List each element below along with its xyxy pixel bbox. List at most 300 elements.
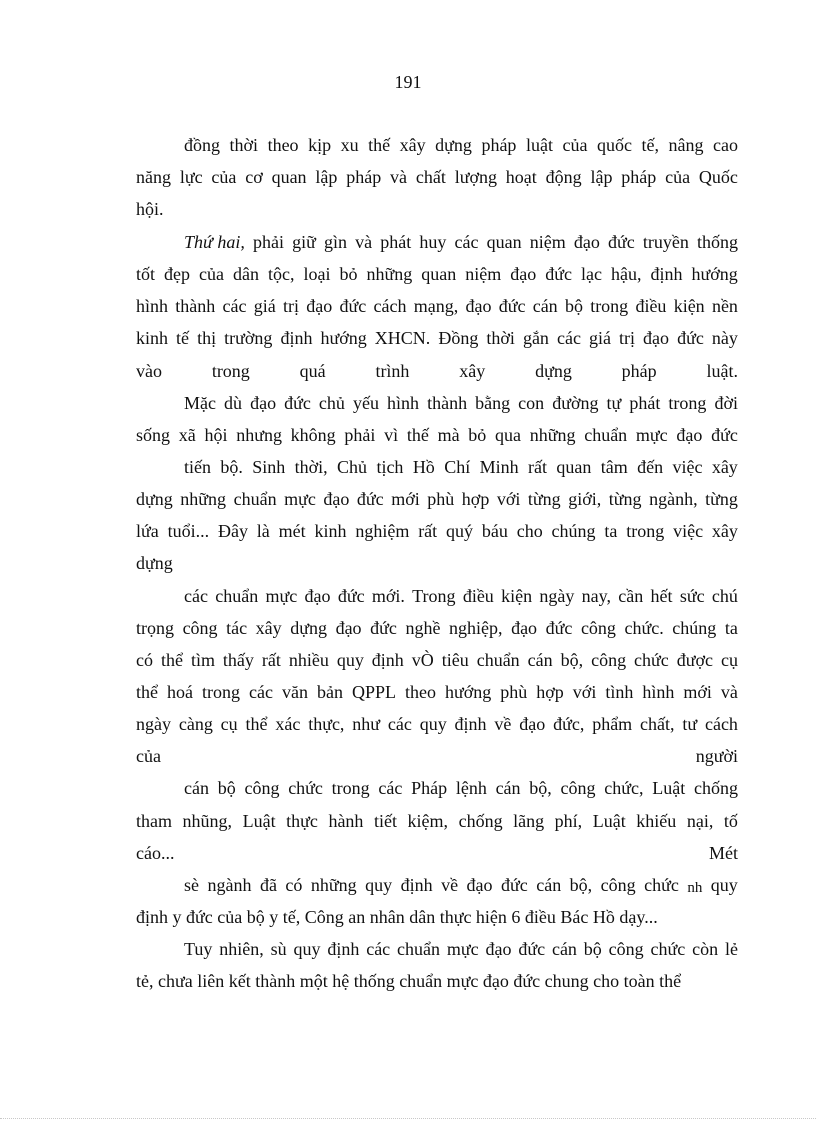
word: được (676, 650, 714, 670)
word: công (600, 875, 636, 895)
word: từng (527, 489, 561, 509)
word: cách (704, 714, 738, 734)
word: giá (588, 328, 611, 348)
word: cao (713, 135, 738, 155)
word: với (496, 489, 521, 509)
word: của (665, 167, 691, 187)
word: định (454, 714, 487, 734)
word: đức (498, 296, 526, 316)
word: của (136, 746, 161, 766)
word: quý (446, 521, 474, 541)
word: cách (373, 296, 407, 316)
word: đồng (184, 135, 220, 155)
word: chú (711, 586, 738, 606)
text-line (136, 488, 738, 510)
word: định (400, 875, 433, 895)
word: dựng (435, 135, 472, 155)
word: phẩm (592, 714, 633, 734)
word: ngày (539, 586, 575, 606)
word: từng (705, 489, 738, 509)
word: kinh (314, 521, 347, 541)
word: lạc (581, 264, 602, 284)
text-line (184, 456, 738, 478)
word: đức (284, 393, 311, 413)
word: chống (693, 778, 738, 798)
word: các (222, 296, 247, 316)
word: nay, (581, 586, 611, 606)
word: đức (337, 586, 365, 606)
word: các (184, 586, 208, 606)
word: chức (288, 778, 323, 798)
word: Tuy (184, 939, 213, 959)
word: phù (500, 682, 528, 702)
word: với (572, 682, 597, 702)
word: đạo (510, 264, 537, 284)
word: dựng (290, 618, 327, 638)
word: ta (724, 618, 738, 638)
word: về (441, 875, 459, 895)
word: những (366, 264, 413, 284)
word: đạo (465, 296, 492, 316)
word: mét (278, 521, 306, 541)
word: Chủ (337, 457, 368, 477)
word: vào (136, 361, 162, 381)
text-line (136, 681, 738, 703)
word: văn (281, 682, 308, 702)
word: cán (536, 875, 562, 895)
word: chuẩn (397, 939, 441, 959)
word: rất (527, 457, 547, 477)
word: Trong (412, 586, 456, 606)
word: bỏ (468, 425, 487, 445)
word: năng (136, 167, 171, 187)
word: trọng (136, 618, 174, 638)
word: đạo (519, 714, 546, 734)
word: có (136, 650, 153, 670)
word: là (256, 521, 270, 541)
word: chống (458, 811, 503, 831)
word: chuẩn (584, 425, 628, 445)
word: có (285, 875, 303, 895)
word: hợp (461, 489, 490, 509)
word: tiết (373, 811, 397, 831)
word: quy (710, 875, 738, 895)
word: xu (340, 135, 359, 155)
page-number: 191 (394, 72, 422, 92)
word: thành (175, 296, 216, 316)
word: Hồ (412, 457, 435, 477)
text-line (184, 874, 738, 896)
word: quan (421, 264, 457, 284)
word: đạo (676, 425, 703, 445)
word: tâm (600, 457, 628, 477)
word: Luật (652, 778, 686, 798)
word: và (390, 167, 408, 187)
word: xây (255, 618, 282, 638)
word: giới, (568, 489, 602, 509)
word: Chí (444, 457, 471, 477)
word: Quốc (698, 167, 738, 187)
word: tộc, (268, 264, 295, 284)
word: nại, (686, 811, 714, 831)
word: việc (672, 457, 703, 477)
word: về (494, 714, 512, 734)
word: không (290, 425, 336, 445)
bottom-dotted-rule (0, 1118, 816, 1119)
word: chúng (551, 521, 596, 541)
word: giá (253, 296, 276, 316)
word: phát (380, 232, 412, 252)
word: xã (178, 425, 196, 445)
word: sức (679, 586, 705, 606)
word: pháp (621, 167, 657, 187)
word: trong (590, 296, 629, 316)
word: tự (606, 393, 622, 413)
word: mực (284, 489, 316, 509)
word: còn (692, 939, 719, 959)
word: đã (259, 875, 277, 895)
small-text: nh (687, 880, 703, 896)
word: đạo (573, 232, 600, 252)
word: Sinh (252, 457, 286, 477)
word: bộ (217, 778, 236, 798)
word: quan (271, 167, 307, 187)
word: xây (711, 521, 738, 541)
word: quan (486, 232, 522, 252)
word: loại (303, 264, 331, 284)
word: quy (293, 939, 321, 959)
word: đạo (335, 618, 362, 638)
word: đạo (306, 296, 333, 316)
text-line (184, 134, 738, 156)
word: định (371, 650, 404, 670)
word: ngày (136, 714, 171, 734)
word: đạo (511, 618, 538, 638)
word: nghề (405, 618, 441, 638)
word: như (352, 714, 381, 734)
word: động (545, 167, 582, 187)
word: thành (427, 393, 468, 413)
word: luật. (706, 361, 738, 381)
word: mà (437, 425, 460, 445)
word: chức. (624, 618, 664, 638)
word: qua (495, 425, 521, 445)
word: các (249, 682, 273, 702)
word: càng (178, 714, 213, 734)
word: chuẩn (476, 650, 520, 670)
word: pháp (621, 361, 657, 381)
text-line (184, 938, 738, 960)
word: Đồng (438, 328, 479, 348)
word: trị (619, 328, 635, 348)
word: nhũng, (182, 811, 233, 831)
word: cho (516, 521, 543, 541)
word: huy (419, 232, 447, 252)
word: yếu (352, 393, 379, 413)
word: cán (551, 939, 577, 959)
text-line (136, 842, 738, 864)
word: mực (446, 939, 479, 959)
word: đức (677, 328, 704, 348)
word: quy (365, 875, 393, 895)
word: đức (545, 618, 573, 638)
word: lứa (136, 521, 159, 541)
word: báu (481, 521, 508, 541)
word: tiêu (441, 650, 469, 670)
word: chuẩn (233, 489, 277, 509)
word: điều (635, 296, 667, 316)
word: bộ, (569, 875, 593, 895)
word: của (199, 264, 224, 284)
word: nghiệm (355, 521, 410, 541)
word: Đây (217, 521, 248, 541)
word: dù (224, 393, 243, 413)
word: người (695, 746, 738, 766)
word: thực, (308, 714, 345, 734)
word: tìm (190, 650, 215, 670)
word: chức (650, 939, 686, 959)
word: dân (233, 264, 259, 284)
word: bản (316, 682, 343, 702)
word: mực (635, 425, 668, 445)
word: gắn (522, 328, 549, 348)
word: cán (532, 296, 558, 316)
word: thấy (222, 650, 254, 670)
word: hướng (320, 328, 367, 348)
word: thế (368, 135, 391, 155)
word: hoạt (505, 167, 537, 187)
word: hướng (691, 264, 738, 284)
word: pháp (346, 167, 382, 187)
word: từng (608, 489, 642, 509)
word: thời (486, 328, 515, 348)
word: lập (590, 167, 613, 187)
word: chúng (672, 618, 717, 638)
word: đức (370, 618, 397, 638)
word: định (327, 939, 360, 959)
word: chuẩn (215, 586, 259, 606)
word: và (720, 682, 738, 702)
word: hội (204, 425, 228, 445)
word: điều (462, 586, 494, 606)
text-line: dựng (136, 553, 173, 573)
word: Minh (479, 457, 519, 477)
word: chủ (318, 393, 345, 413)
word: những (310, 875, 357, 895)
word: theo (404, 682, 436, 702)
word: tế, (641, 135, 659, 155)
word: bộ, (529, 778, 552, 798)
word: chức (644, 875, 679, 895)
word: việc (673, 521, 704, 541)
word: Pháp (411, 778, 448, 798)
word: hậu, (611, 264, 642, 284)
word: tư (682, 714, 698, 734)
word: và (355, 232, 373, 252)
word: ngành, (649, 489, 698, 509)
word: thời (229, 135, 259, 155)
word: công (560, 778, 596, 798)
word: hoá (167, 682, 193, 702)
word: công (244, 778, 280, 798)
word: những (180, 489, 227, 509)
word: trong (626, 521, 665, 541)
word: quy (419, 714, 447, 734)
word: bỏ (339, 264, 358, 284)
word: chất (415, 167, 446, 187)
word: thực (286, 811, 318, 831)
text-line (136, 617, 738, 639)
text-line (184, 777, 738, 799)
word: nghiệp, (449, 618, 503, 638)
word: phải (252, 232, 284, 252)
text-line (136, 263, 738, 285)
word: XHCN. (374, 328, 431, 348)
word: quy (336, 650, 364, 670)
word: đức (518, 939, 546, 959)
word: cần (618, 586, 644, 606)
word: đạo (466, 875, 493, 895)
word: công (580, 618, 616, 638)
word: bộ, (560, 650, 584, 670)
word: bộ. (220, 457, 243, 477)
word: dựng (535, 361, 572, 381)
word: vì (384, 425, 399, 445)
word: giữ (292, 232, 316, 252)
word: lệnh (455, 778, 487, 798)
word: đạo (323, 489, 350, 509)
word: đạo (643, 328, 670, 348)
word: thời, (294, 457, 328, 477)
word: con (518, 393, 545, 413)
word: đến (637, 457, 664, 477)
word: kiệm, (407, 811, 449, 831)
word: các (556, 328, 581, 348)
word: chất, (640, 714, 675, 734)
word: lãng (513, 811, 545, 831)
emphasis-text: Thứ hai, (184, 232, 245, 252)
word: nâng (668, 135, 704, 155)
word: đạo (250, 393, 277, 413)
word: cụ (720, 650, 738, 670)
word: sè (184, 875, 199, 895)
word: các (378, 778, 403, 798)
word: các (454, 232, 479, 252)
word: Luật (242, 811, 276, 831)
word: lập (315, 167, 338, 187)
word: rất (418, 521, 438, 541)
word: cán (495, 778, 521, 798)
word: công (608, 939, 644, 959)
word: QPPL (351, 682, 396, 702)
word: xây (459, 361, 486, 381)
word: ta (604, 521, 618, 541)
word: ngành (207, 875, 252, 895)
word: quốc (596, 135, 632, 155)
word: cụ (220, 714, 238, 734)
word: hướng (444, 682, 492, 702)
word: truyền (642, 232, 689, 252)
word: đời (714, 393, 738, 413)
word: cáo... (136, 843, 175, 863)
word: hình (136, 296, 169, 316)
word: nhiều (288, 650, 329, 670)
word: mới (683, 682, 712, 702)
word: tế (176, 328, 190, 348)
word: phù (427, 489, 455, 509)
word: thế (406, 425, 429, 445)
text-line (136, 424, 738, 446)
word: các (366, 939, 391, 959)
word: theo (267, 135, 299, 155)
text-line (136, 649, 738, 671)
word: của (211, 167, 237, 187)
word: xác (275, 714, 301, 734)
word: hết (650, 586, 673, 606)
text-line (136, 713, 738, 735)
word: thể (136, 682, 158, 702)
word: khiếu (636, 811, 677, 831)
word: trình (375, 361, 410, 381)
word: kinh (136, 328, 169, 348)
word: này (711, 328, 738, 348)
text-line (136, 810, 738, 832)
word: cán (527, 650, 553, 670)
text-line (136, 520, 738, 542)
word: đức (339, 296, 367, 316)
text-line (184, 585, 738, 607)
word: bằng (475, 393, 511, 413)
word: vÒ (411, 650, 434, 670)
word: đức (545, 264, 573, 284)
word: tịch (376, 457, 404, 477)
word: nhưng (236, 425, 282, 445)
word: sống (136, 425, 171, 445)
word: niệm (529, 232, 566, 252)
word: đức (501, 875, 528, 895)
text-line (136, 166, 738, 188)
word: lẻ (724, 939, 738, 959)
word: trong (211, 361, 250, 381)
word: thể (245, 714, 268, 734)
word: cơ (245, 167, 263, 187)
text-line (136, 745, 738, 767)
text-line: định y đức của bộ y tế, Công an nhân dân thực hiện 6 điều Bác Hồ dạy... (136, 907, 658, 927)
word: tuổi... (167, 521, 210, 541)
word: kịp (308, 135, 332, 155)
word: tham (136, 811, 172, 831)
text-line: hội. (136, 199, 164, 219)
word: mới (391, 489, 420, 509)
word: nền (711, 296, 738, 316)
word: đẹp (164, 264, 191, 284)
word: định (650, 264, 683, 284)
text-line (136, 360, 738, 382)
word: các (387, 714, 412, 734)
word: đức (607, 232, 635, 252)
text-line: tẻ, chưa liên kết thành một hệ thống chuẩn mực đạo đức chung cho toàn thể (136, 971, 682, 991)
word: hành (328, 811, 364, 831)
word: tố (723, 811, 738, 831)
word: luật (525, 135, 553, 155)
word: hình (642, 682, 675, 702)
word: pháp (481, 135, 517, 155)
word: đạo (304, 586, 331, 606)
word: chức, (604, 778, 644, 798)
word: lực (179, 167, 203, 187)
word: dựng (136, 489, 173, 509)
word: Mét (709, 843, 738, 863)
